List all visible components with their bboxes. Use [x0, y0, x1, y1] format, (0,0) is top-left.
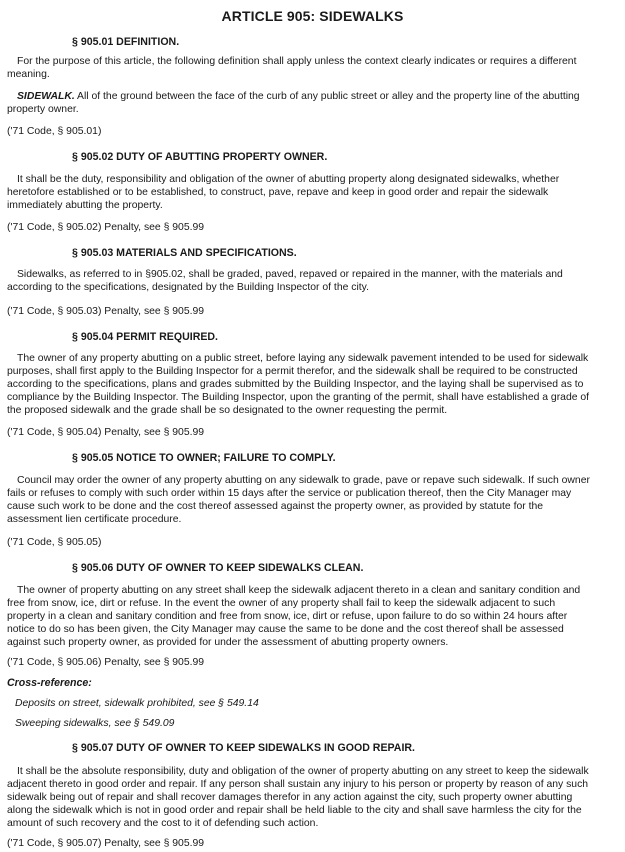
citation-905-06: ('71 Code, § 905.06) Penalty, see § 905.99 [7, 657, 205, 668]
defined-term: SIDEWALK. [17, 91, 75, 102]
section-heading-905-07: § 905.07 DUTY OF OWNER TO KEEP SIDEWALKS IN GOOD REPAIR. [72, 742, 415, 754]
section-body-905-03: Sidewalks, as referred to in §905.02, shall be graded, paved, repaved or repaired in the manner, with the materials and according to the specifications, designated by the Building Inspector of the city. [7, 269, 563, 293]
section-body-905-06: The owner of property abutting on any street shall keep the sidewalk adjacent thereto in a clean and sanitary condition and free from snow, ice, dirt or refuse. In the event the owner of any property shall fail to keep the sidewalk adjacent to such property in a clean and sanitary condition and free from snow, ice, dirt or refuse, upon failure to do so within 24 hours after notice to do so has been given, the City Manager may cause the same to be done and the cost thereof shall be assessed against such property owner, as provided for under the assessment of abutting property owners. [7, 585, 581, 648]
cross-reference-item: Sweeping sidewalks, see § 549.09 [15, 718, 175, 729]
citation-905-05: ('71 Code, § 905.05) [7, 537, 102, 548]
section-body-905-04: The owner of any property abutting on a public street, before laying any sidewalk pavement intended to be used for sidewalk purposes, shall first apply to the Building Inspector for a permit therefor, and the sidewalk shall be required to be constructed according to the specifications, plans and grades submitted by the Building Inspector, and the laying shall be supervised as to compliance by the Building Inspector. The Building Inspector, upon the granting of the permit, shall have established a grade of the proposed sidewalk and the grade shall be so designated to the owner requesting the permit. [7, 353, 590, 416]
section-heading-905-04: § 905.04 PERMIT REQUIRED. [72, 331, 219, 343]
section-heading-905-02: § 905.02 DUTY OF ABUTTING PROPERTY OWNER. [72, 151, 328, 163]
section-heading-905-01: § 905.01 DEFINITION. [72, 36, 180, 48]
citation-905-02: ('71 Code, § 905.02) Penalty, see § 905.99 [7, 222, 205, 233]
section-heading-905-05: § 905.05 NOTICE TO OWNER; FAILURE TO COMPLY. [72, 452, 336, 464]
definition-text: All of the ground between the face of the curb of any public street or alley and the property line of the abutting property owner. [7, 91, 580, 115]
citation-905-01: ('71 Code, § 905.01) [7, 126, 102, 137]
section-body-905-02: It shall be the duty, responsibility and obligation of the owner of abutting property along designated sidewalks, whether heretofore established or to be established, to construct, pave, repave and keep in good order and repair the sidewalk immediately abutting the property. [7, 174, 560, 211]
cross-reference-item: Deposits on street, sidewalk prohibited, see § 549.14 [15, 698, 259, 709]
article-title: ARTICLE 905: SIDEWALKS [221, 8, 404, 24]
sidewalk-definition [7, 91, 595, 117]
section-body-905-07: It shall be the absolute responsibility, duty and obligation of the owner of property abutting on any street to keep the sidewalk adjacent thereto in good order and repair. If any person shall sustain any injury to his person or property by reason of any such sidewalk being out of repair and shall recover damages therefor in any action against the city, such property owner abutting along the sidewalk which is not in good order and repair shall be held liable to the city and shall save harmless the city for the amount of such recovery and the cost to it of defending such action. [7, 766, 589, 829]
citation-905-04: ('71 Code, § 905.04) Penalty, see § 905.99 [7, 427, 205, 438]
citation-905-07: ('71 Code, § 905.07) Penalty, see § 905.99 [7, 838, 205, 849]
citation-905-03: ('71 Code, § 905.03) Penalty, see § 905.99 [7, 306, 205, 317]
section-heading-905-06: § 905.06 DUTY OF OWNER TO KEEP SIDEWALKS CLEAN. [72, 562, 364, 574]
section-heading-905-03: § 905.03 MATERIALS AND SPECIFICATIONS. [72, 247, 297, 259]
definition-intro: For the purpose of this article, the following definition shall apply unless the context clearly indicates or requires a different meaning. [7, 56, 577, 80]
cross-reference-heading: Cross-reference: [7, 677, 92, 689]
section-body-905-05: Council may order the owner of any property abutting on any sidewalk to grade, pave or repave such sidewalk. If such owner fails or refuses to comply with such order within 15 days after the service or publication thereof, then the City Manager may cause such work to be done and the cost thereof assessed against the property owner, as provided by statute for the assessment lien certificate procedure. [7, 475, 590, 525]
